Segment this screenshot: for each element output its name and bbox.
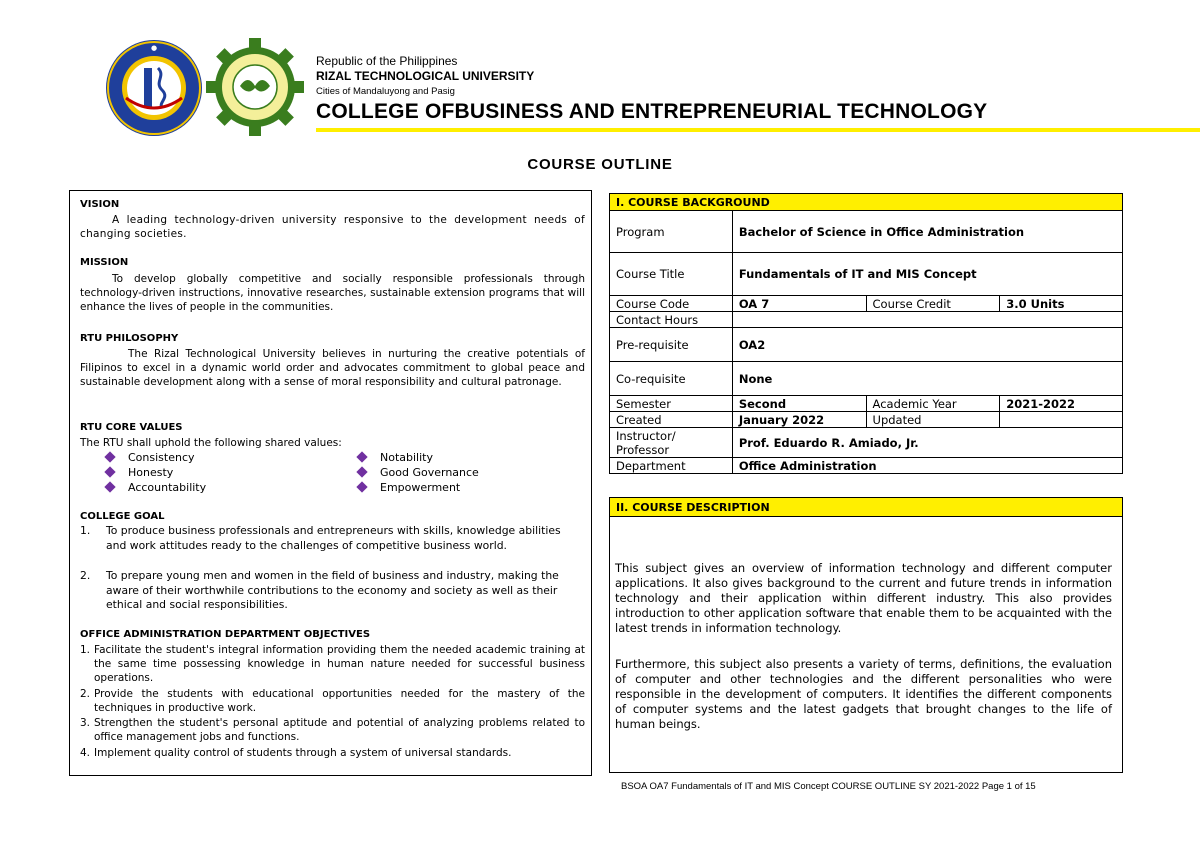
instructor-label: Instructor/ Professor <box>610 428 733 458</box>
course-title-label: Course Title <box>610 253 733 296</box>
cbet-gear-logo <box>204 36 306 138</box>
header-accent-bar <box>316 128 1200 132</box>
description-paragraph-1: This subject gives an overview of information technology and different computer applications. It also gives background to the current and future trends in information technology and their application within different industry. This also provides introduction to other application software that enable them to be acquainted with the latest trends in information technology. <box>615 561 1112 635</box>
page-title: COURSE OUTLINE <box>527 156 673 173</box>
objectives-heading: OFFICE ADMINISTRATION DEPARTMENT OBJECTIVES <box>80 629 371 640</box>
university-name: RIZAL TECHNOLOGICAL UNIVERSITY <box>316 69 535 83</box>
course-code-value: OA 7 <box>732 296 866 312</box>
department-value: Office Administration <box>732 458 1122 474</box>
goal-number: 2. <box>80 569 91 582</box>
list-item: Accountability <box>104 480 304 495</box>
list-item: Honesty <box>104 465 304 480</box>
course-background-heading: I. COURSE BACKGROUND <box>610 194 1123 211</box>
vision-heading: VISION <box>80 199 120 210</box>
goal-number: 1. <box>80 524 91 537</box>
core-values-heading: RTU CORE VALUES <box>80 422 183 433</box>
mission-text: To develop globally competitive and socially responsible professionals through technology-driven instructions, innovative researches, sustainable extension programs that will enhance the lives of people in the communities. <box>80 273 585 313</box>
academic-year-label: Academic Year <box>866 396 1000 412</box>
prerequisite-label: Pre-requisite <box>610 328 733 362</box>
page-footer: BSOA OA7 Fundamentals of IT and MIS Concept COURSE OUTLINE SY 2021-2022 Page 1 of 15 <box>621 781 1036 792</box>
updated-value <box>1000 412 1123 428</box>
corequisite-value: None <box>732 362 1122 396</box>
objective-number: 2. <box>80 688 91 700</box>
program-value: Bachelor of Science in Office Administration <box>732 211 1122 253</box>
objective-number: 4. <box>80 747 91 759</box>
department-label: Department <box>610 458 733 474</box>
objective-item: Implement quality control of students through a system of universal standards. <box>94 747 512 759</box>
contact-hours-label: Contact Hours <box>610 312 733 328</box>
goal-item: To prepare young men and women in the field of business and industry, making the aware of their worthwhile contributions to the economy and society as well as their ethical and social responsibilities. <box>106 569 559 611</box>
corequisite-label: Co-requisite <box>610 362 733 396</box>
college-name: COLLEGE OFBUSINESS AND ENTREPRENEURIAL TECHNOLOGY <box>316 100 988 123</box>
core-values-right-list <box>356 450 556 495</box>
mission-heading: MISSION <box>80 257 129 268</box>
core-values-left-list <box>104 450 304 495</box>
created-label: Created <box>610 412 733 428</box>
list-item: Consistency <box>104 450 304 465</box>
semester-label: Semester <box>610 396 733 412</box>
philosophy-text: The Rizal Technological University believes in nurturing the creative potentials of Filipinos to excel in a dynamic world order and advocates commitment to global peace and sustainable development along with a sense of moral responsibility and cultural patronage. <box>80 348 585 388</box>
college-goal-heading: COLLEGE GOAL <box>80 511 165 522</box>
course-background-table <box>609 193 1123 474</box>
academic-year-value: 2021-2022 <box>1000 396 1123 412</box>
objective-item: Provide the students with educational opportunities needed for the mastery of the techniques in productive work. <box>94 688 585 714</box>
program-label: Program <box>610 211 733 253</box>
svg-text:●: ● <box>150 44 158 52</box>
list-item: Notability <box>356 450 556 465</box>
university-cities: Cities of Mandaluyong and Pasig <box>316 86 455 97</box>
goal-item: To produce business professionals and entrepreneurs with skills, knowledge abilities and work attitudes ready to the challenges of competitive business world. <box>106 524 561 552</box>
list-item: Good Governance <box>356 465 556 480</box>
objective-number: 1. <box>80 644 91 656</box>
course-credit-value: 3.0 Units <box>1000 296 1123 312</box>
semester-value: Second <box>732 396 866 412</box>
objective-item: Facilitate the student's integral information providing them the needed academic training at the same time possessing knowledge in human nature needed for successful business operations. <box>94 644 585 684</box>
course-title-value: Fundamentals of IT and MIS Concept <box>732 253 1122 296</box>
prerequisite-value: OA2 <box>732 328 1122 362</box>
course-description-body <box>610 517 1123 773</box>
course-code-label: Course Code <box>610 296 733 312</box>
rtu-seal-logo <box>104 38 204 138</box>
core-values-intro: The RTU shall uphold the following shared values: <box>80 437 342 449</box>
description-paragraph-2: Furthermore, this subject also presents a variety of terms, definitions, the evaluation of computer and other technologies and the different personalities who were responsible in the development of computers. It identifies the different components of computer systems and the latest gadgets that brought changes to the life of human beings. <box>615 657 1112 731</box>
republic-line: Republic of the Philippines <box>316 54 458 68</box>
updated-label: Updated <box>866 412 1000 428</box>
contact-hours-value <box>732 312 1122 328</box>
course-description-heading: II. COURSE DESCRIPTION <box>610 498 1123 517</box>
created-value: January 2022 <box>732 412 866 428</box>
philosophy-heading: RTU PHILOSOPHY <box>80 333 179 344</box>
vision-text: A leading technology-driven university responsive to the development needs of changing societies. <box>80 214 585 240</box>
course-credit-label: Course Credit <box>866 296 1000 312</box>
objective-number: 3. <box>80 717 91 729</box>
instructor-value: Prof. Eduardo R. Amiado, Jr. <box>732 428 1122 458</box>
objective-item: Strengthen the student's personal aptitude and potential of analyzing problems related to office management jobs and functions. <box>94 717 585 743</box>
list-item: Empowerment <box>356 480 556 495</box>
